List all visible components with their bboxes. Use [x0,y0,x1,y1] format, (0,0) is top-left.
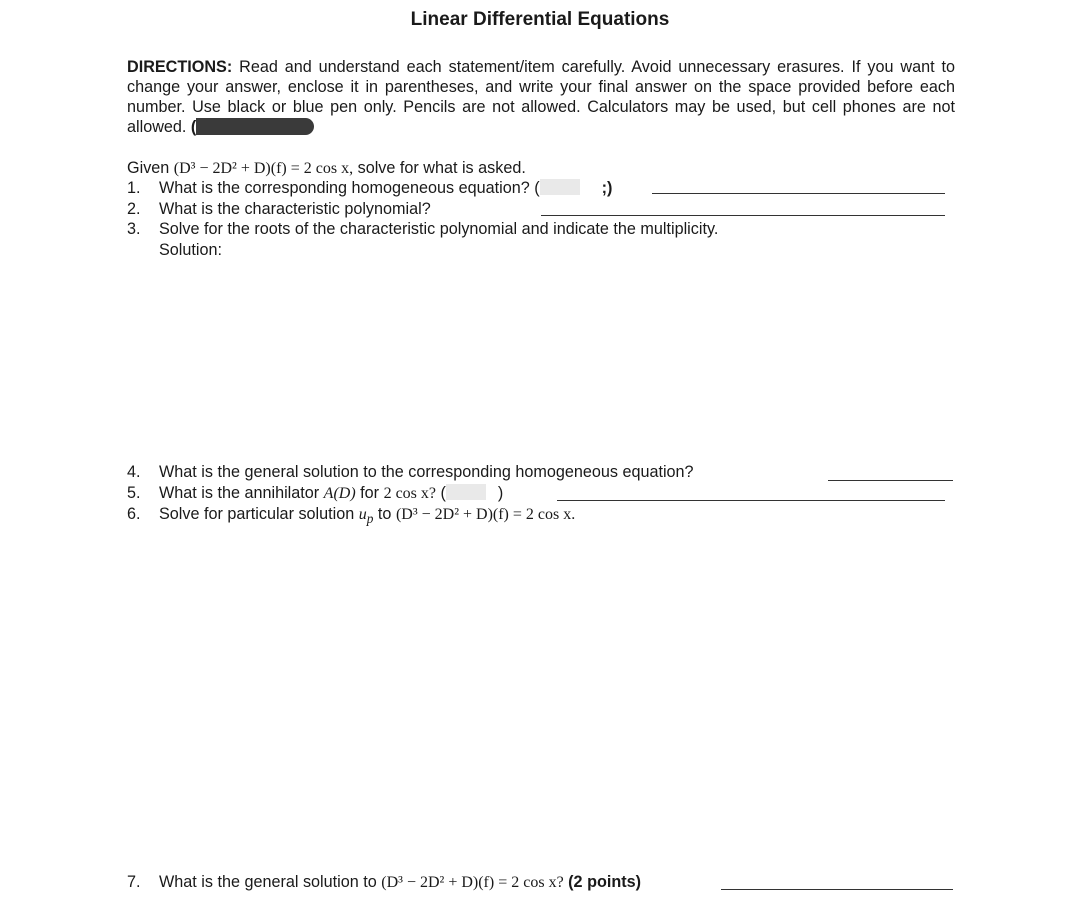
question-text-mid: for [360,484,380,502]
question-math: (D³ − 2D² + D)(f) = 2 cos x. [395,506,576,523]
annihilator-symbol: A(D) [323,485,356,502]
question-text: What is the annihilator [159,484,320,502]
question-number: 4. [127,463,141,481]
answer-blank-2[interactable] [541,215,945,216]
question-number: 3. [127,220,141,238]
particular-solution-subscript: p [366,511,374,527]
answer-blank-5[interactable] [557,500,945,501]
question-math: (D³ − 2D² + D)(f) = 2 cos x? [381,874,564,891]
question-number: 5. [127,484,141,502]
question-number: 7. [127,873,141,891]
question-6 [127,504,575,529]
redacted-area [446,484,486,500]
close-paren: ;) [601,179,613,197]
solution-label: Solution: [159,241,222,259]
question-number: 6. [127,505,141,523]
points-label: (2 points) [568,873,642,891]
redacted-area [196,118,314,135]
question-number: 2. [127,200,141,218]
question-text-mid: to [377,505,392,523]
open-paren: ( [534,179,540,197]
given-statement [127,158,526,179]
document-title: Linear Differential Equations [410,9,670,30]
question-text: What is the general solution to [159,873,377,891]
question-5 [127,483,503,504]
given-prefix: Given [127,159,170,177]
question-7 [127,872,641,893]
answer-blank-4[interactable] [828,480,953,481]
question-1 [127,178,612,198]
question-text: What is the general solution to the corresponding homogeneous equation? [159,463,694,481]
answer-blank-7[interactable] [721,889,953,890]
question-4 [127,462,694,482]
open-paren: ( [440,484,446,502]
question-2 [127,199,431,219]
question-text: What is the corresponding homogeneous equation? [159,179,530,197]
question-math: 2 cos x? [383,485,436,502]
question-text: Solve for particular solution [159,505,355,523]
close-paren: ) [497,484,504,502]
directions-text: Read and understand each statement/item carefully. Avoid unnecessary erasures. If you want to change your answer, enclose it in parentheses, and write your final answer on the space provided before each number. Use black or blue pen only. Pencils are not allowed. Calculators may be used, but cell phones are not allowed. [127,58,955,136]
answer-blank-1[interactable] [652,193,945,194]
directions-paragraph [127,57,955,137]
question-text: Solve for the roots of the characteristic polynomial and indicate the multiplicity. [159,220,719,238]
directions-label: DIRECTIONS: [127,58,233,76]
directions-open-paren: ( [190,118,197,136]
given-suffix: solve for what is asked. [357,159,526,177]
particular-solution-symbol: u [358,506,367,523]
redacted-area [540,179,580,195]
question-3 [127,219,718,239]
given-equation: (D³ − 2D² + D)(f) = 2 cos x, [173,160,354,177]
question-number: 1. [127,179,141,197]
question-text: What is the characteristic polynomial? [159,200,431,218]
